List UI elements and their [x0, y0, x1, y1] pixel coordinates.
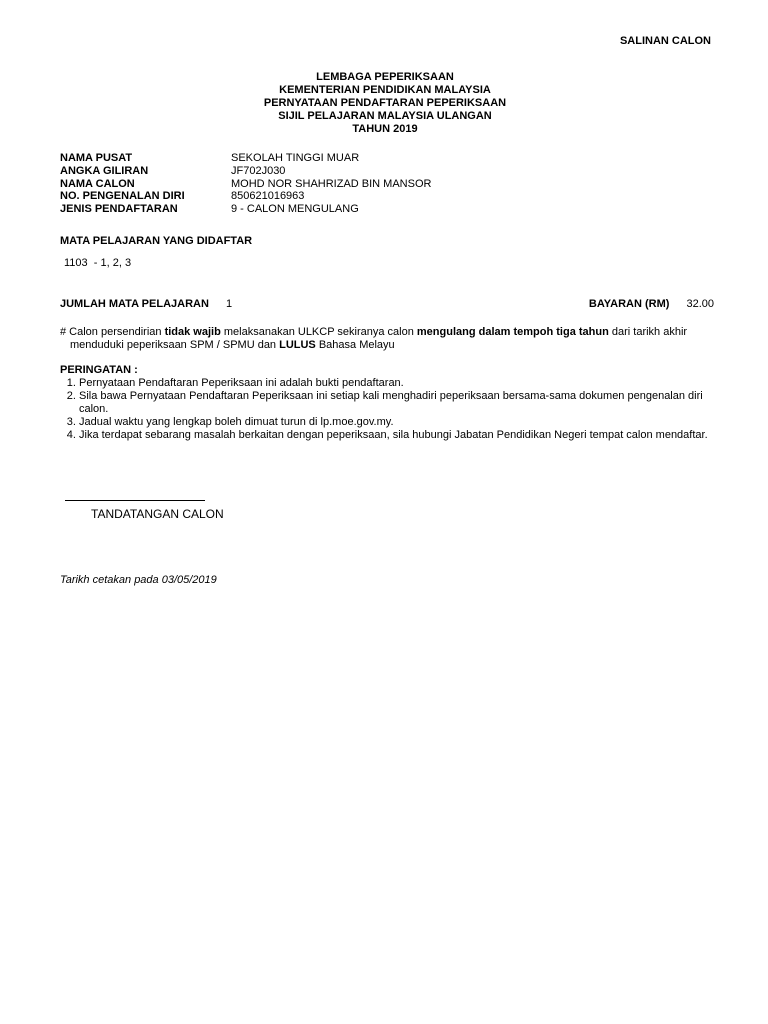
name-label: NAMA CALON	[60, 177, 135, 190]
warning-item-4: 4. Jika terdapat sebarang masalah berkaitan dengan peperiksaan, sila hubungi Jabatan Pendidikan Negeri tempat calon mendaftar.	[79, 429, 729, 442]
signature-label: TANDATANGAN CALON	[91, 507, 224, 521]
copy-label: SALINAN CALON	[619, 35, 711, 47]
payment-label: BAYARAN (RM)	[588, 298, 670, 310]
index-label: ANGKA GILIRAN	[60, 164, 149, 177]
center-label: NAMA PUSAT	[60, 152, 133, 164]
warning-item-1: 1. Pernyataan Pendaftaran Peperiksaan ini adalah bukti pendaftaran.	[79, 377, 729, 390]
note-bold-1: tidak wajib	[164, 326, 221, 338]
subject-count-value: 1	[225, 298, 233, 310]
candidate-info	[60, 152, 431, 216]
signature-line	[65, 500, 205, 501]
info-row-index	[60, 165, 431, 178]
ic-label: NO. PENGENALAN DIRI	[60, 190, 185, 203]
ic-value: 850621016963	[231, 190, 305, 203]
note-part-4: Bahasa Melayu	[315, 339, 395, 351]
note-part-3: dari tarikh akhir menduduki peperiksaan SPM / SPMU dan	[70, 326, 688, 351]
info-row-type	[60, 203, 431, 216]
header-line-3: PERNYATAAN PENDAFTARAN PEPERIKSAAN	[263, 97, 507, 109]
type-label: JENIS PENDAFTARAN	[60, 203, 178, 216]
note-bold-2: mengulang dalam tempoh tiga tahun	[416, 326, 609, 338]
subjects-title: MATA PELAJARAN YANG DIDAFTAR	[60, 235, 253, 247]
header-line-4: SIJIL PELAJARAN MALAYSIA ULANGAN	[278, 110, 492, 122]
subject-count-label: JUMLAH MATA PELAJARAN	[60, 298, 209, 310]
center-value: SEKOLAH TINGGI MUAR	[231, 152, 360, 164]
header-line-1: LEMBAGA PEPERIKSAAN	[316, 71, 454, 83]
payment	[589, 298, 714, 310]
warnings-title: PERINGATAN :	[60, 364, 138, 376]
type-value: 9 - CALON MENGULANG	[231, 203, 359, 216]
warning-item-2: 2. Sila bawa Pernyataan Pendaftaran Peperiksaan ini setiap kali menghadiri peperiksaan bersama-sama dokumen pengenalan diri calon.	[79, 390, 729, 416]
header-line-5: TAHUN 2019	[352, 123, 418, 135]
warning-item-3: 3. Jadual waktu yang lengkap boleh dimuat turun di lp.moe.gov.my.	[79, 416, 729, 429]
private-candidate-note	[60, 326, 716, 352]
note-part-2: melaksanakan ULKCP sekiranya calon	[220, 326, 417, 338]
index-value: JF702J030	[231, 164, 286, 177]
warnings-list	[60, 377, 729, 442]
name-value: MOHD NOR SHAHRIZAD BIN MANSOR	[231, 177, 432, 190]
payment-value: 32.00	[686, 298, 714, 310]
note-part-1: # Calon persendirian	[60, 326, 165, 338]
info-row-name	[60, 178, 431, 191]
subject-line: 1103 - 1, 2, 3	[64, 257, 132, 269]
info-row-ic	[60, 190, 431, 203]
print-date: Tarikh cetakan pada 03/05/2019	[60, 574, 217, 586]
header-line-2: KEMENTERIAN PENDIDIKAN MALAYSIA	[279, 84, 491, 96]
note-bold-3: LULUS	[279, 339, 316, 351]
totals-row	[60, 298, 714, 310]
info-row-center	[60, 152, 431, 165]
document-header	[0, 71, 768, 136]
